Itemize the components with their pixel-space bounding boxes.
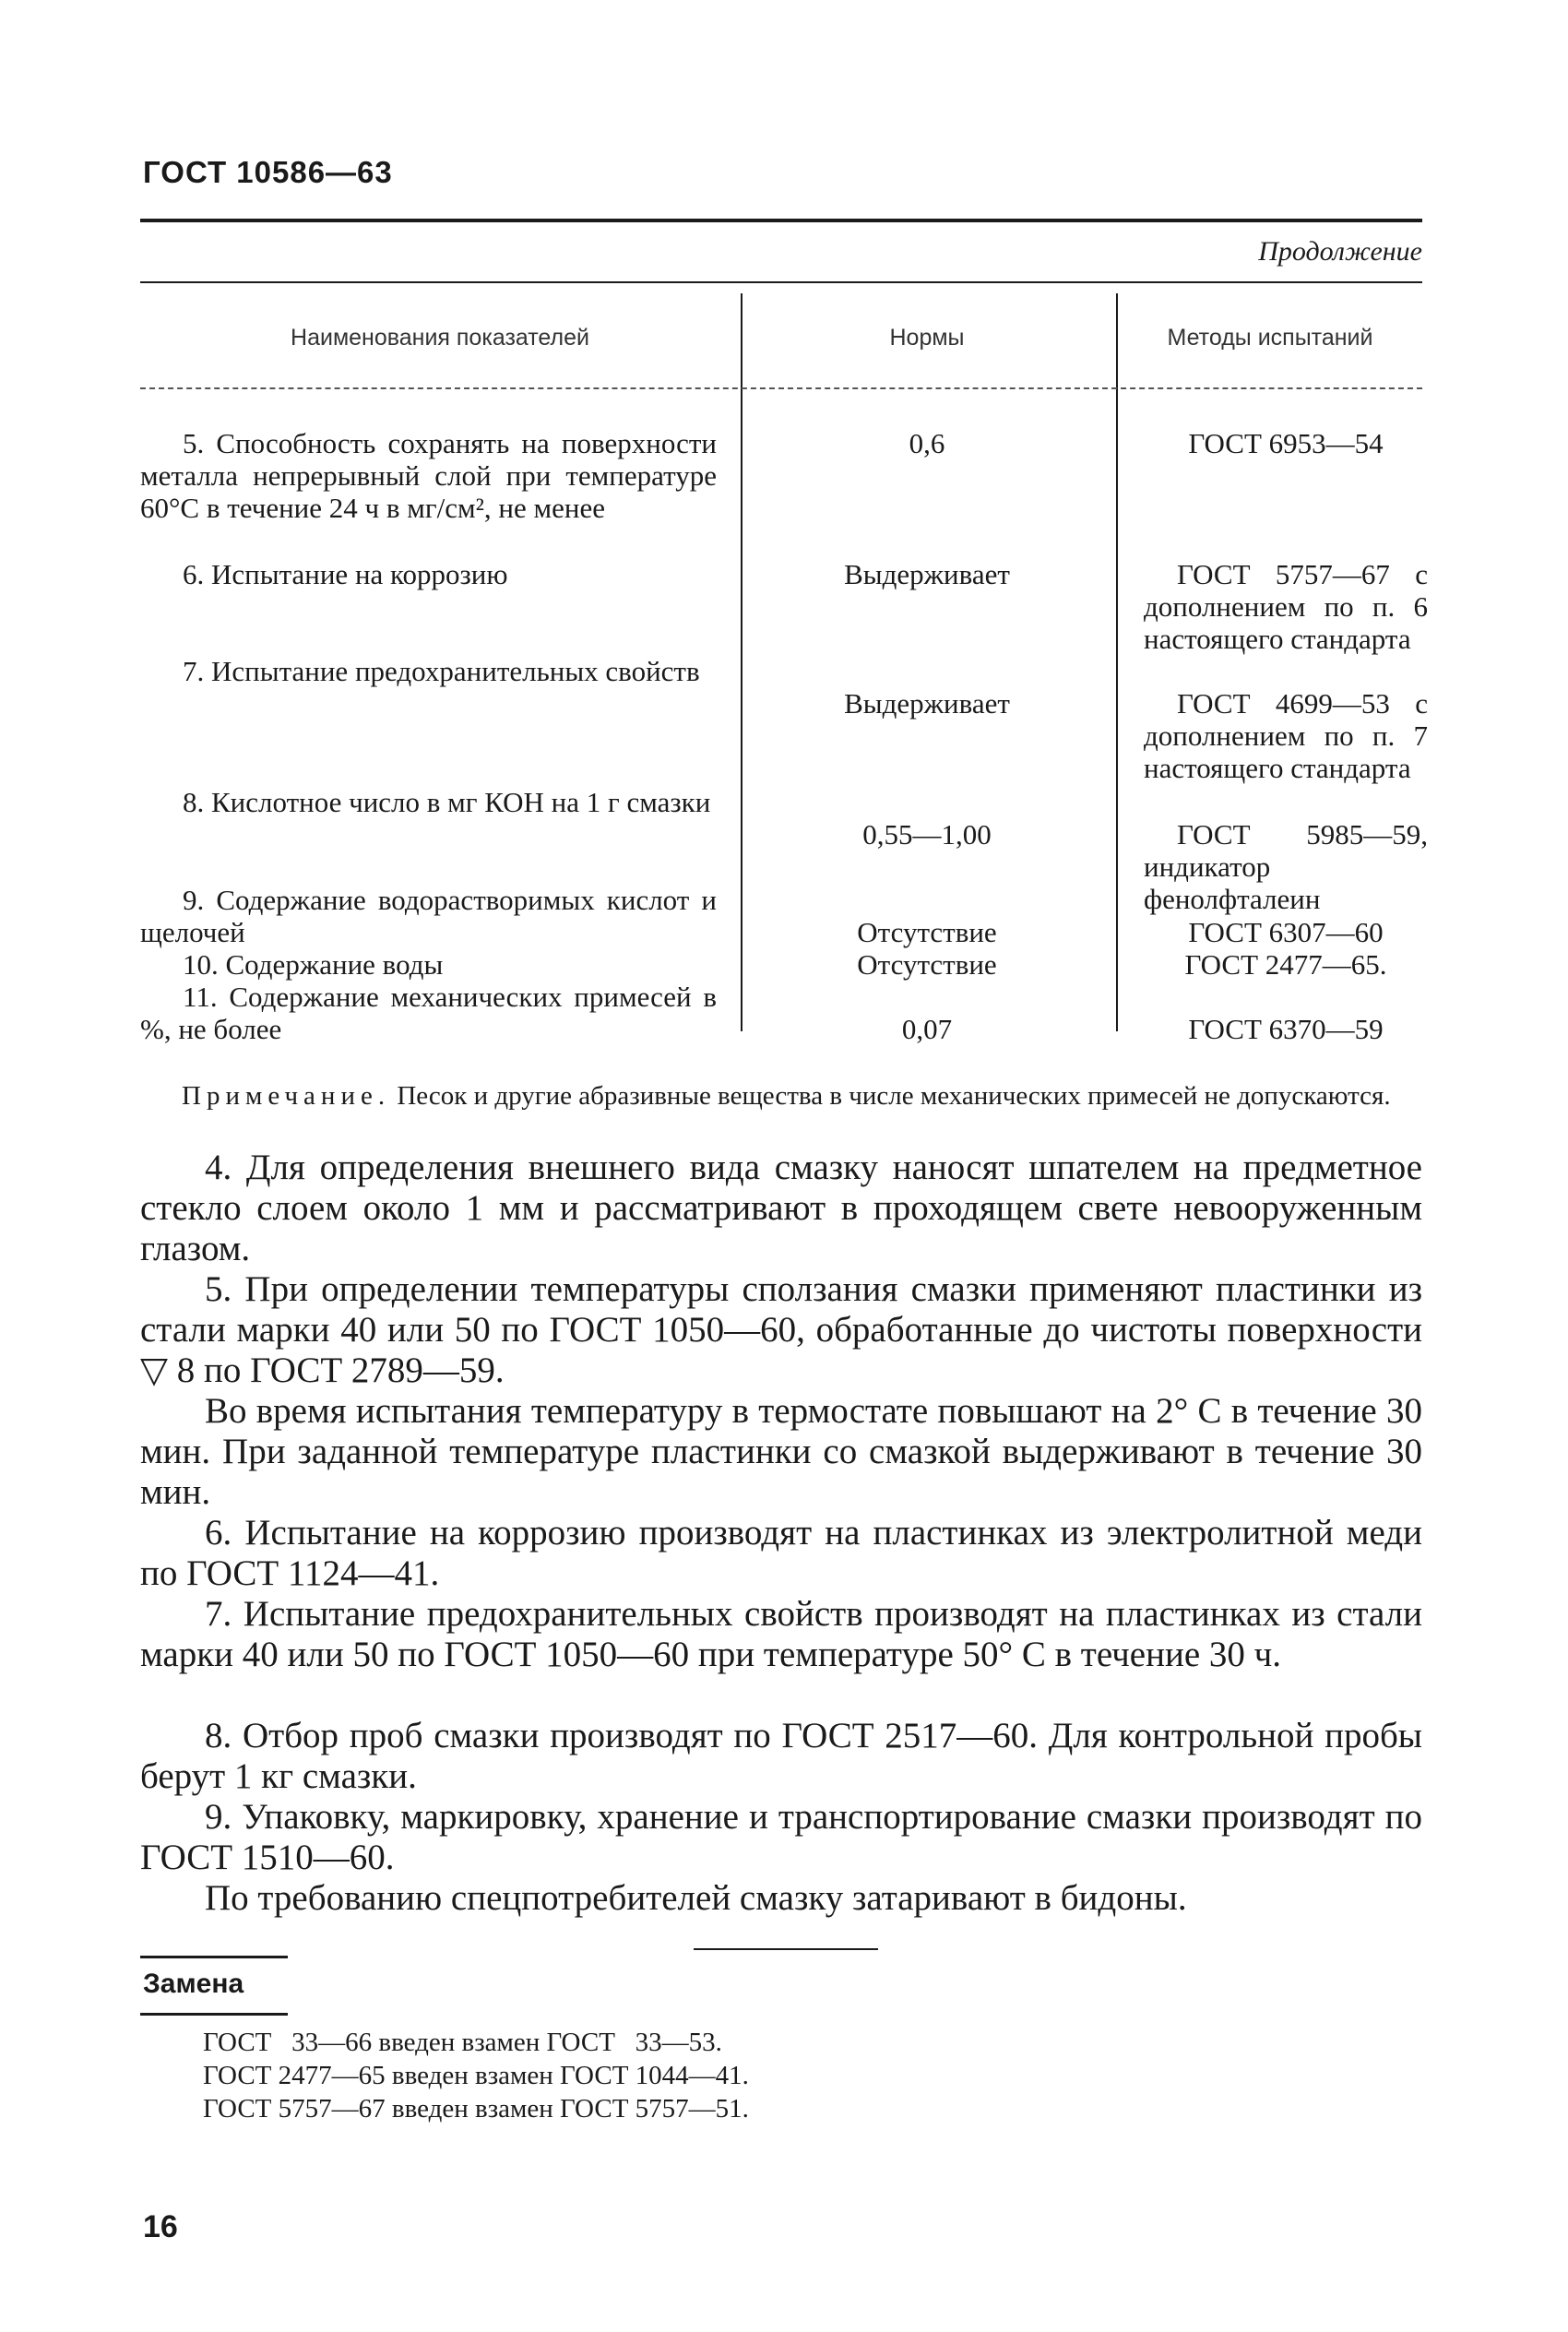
row-6-norm: Выдерживает — [844, 558, 1010, 590]
replacement-line-3: ГОСТ 5757—67 введен взамен ГОСТ 5757—51. — [203, 2094, 749, 2124]
column-divider-1 — [741, 293, 742, 1031]
column-header-methods: Методы испытаний — [1167, 325, 1373, 351]
footnote-rule-center — [694, 1948, 878, 1950]
paragraph-5-continued: Во время испытания температуру в термостате повышают на 2° С в течение 30 мин. При заданной температуре пластинки со смазкой выдерживают в течение 30 мин. — [140, 1391, 1422, 1512]
row-5-name: 5. Способность сохранять на поверхности металла непрерывный слой при температуре 60°C в течение 24 ч в мг/см², не менее — [140, 427, 717, 524]
row-6-method: ГОСТ 5757—67 с дополнением по п. 6 настоящего стандарта — [1144, 558, 1428, 655]
header-rule — [140, 219, 1422, 222]
row-11-norm: 0,07 — [901, 1013, 953, 1045]
row-5-method: ГОСТ 6953—54 — [1188, 427, 1384, 459]
replacement-title: Замена — [143, 1969, 244, 1999]
row-9-name: 9. Содержание водорастворимых кислот и щелочей — [140, 884, 717, 948]
paragraph-4: 4. Для определения внешнего вида смазку наносят шпателем на предметное стекло слоем около 1 мм и рассматривают в проходящем свете невооруженным глазом. — [140, 1148, 1422, 1268]
note-label: Примечание. — [182, 1081, 391, 1111]
row-7-name: 7. Испытание предохранительных свойств — [183, 655, 700, 687]
table-top-rule — [140, 281, 1422, 283]
row-8-method: ГОСТ 5985—59, индикатор фенолфталеин — [1144, 818, 1428, 915]
document-title: ГОСТ 10586—63 — [143, 155, 393, 189]
replacement-line-1: ГОСТ 33—66 введен взамен ГОСТ 33—53. — [203, 2028, 722, 2057]
row-9-method: ГОСТ 6307—60 — [1188, 916, 1384, 948]
paragraph-7: 7. Испытание предохранительных свойств производят на пластинках из стали марки 40 или 50 по ГОСТ 1050—60 при температуре 50° С в течение 30 ч. — [140, 1594, 1422, 1674]
row-6-name: 6. Испытание на коррозию — [183, 558, 508, 590]
page-number: 16 — [143, 2209, 178, 2244]
column-header-norms: Нормы — [889, 325, 965, 351]
row-9-norm: Отсутствие — [857, 916, 997, 948]
row-11-method: ГОСТ 6370—59 — [1188, 1013, 1384, 1045]
row-8-name: 8. Кислотное число в мг КОН на 1 г смазки — [183, 786, 711, 818]
row-7-norm: Выдерживает — [844, 687, 1010, 720]
column-divider-2 — [1116, 293, 1118, 1031]
row-11-name: 11. Содержание механических примесей в %, не более — [140, 981, 717, 1045]
row-8-norm: 0,55—1,00 — [862, 818, 992, 851]
replacement-line-2: ГОСТ 2477—65 введен взамен ГОСТ 1044—41. — [203, 2061, 749, 2090]
row-10-norm: Отсутствие — [857, 948, 997, 981]
column-header-name: Наименования показателей — [291, 325, 589, 351]
row-10-method: ГОСТ 2477—65. — [1184, 948, 1387, 981]
row-10-name: 10. Содержание воды — [183, 948, 444, 981]
replacement-title-rule — [140, 2013, 288, 2016]
note-text: Песок и другие абразивные вещества в числе механических примесей не допускаются. — [397, 1081, 1391, 1111]
row-5-norm: 0,6 — [909, 427, 945, 459]
paragraph-5: 5. При определении температуры сползания смазки применяют пластинки из стали марки 40 или 50 по ГОСТ 1050—60, обработанные до чистоты поверхности ▽ 8 по ГОСТ 2789—59. — [140, 1269, 1422, 1390]
row-7-method: ГОСТ 4699—53 с дополнением по п. 7 настоящего стандарта — [1144, 687, 1428, 784]
continuation-label: Продолжение — [1258, 236, 1422, 267]
paragraph-9: 9. Упаковку, маркировку, хранение и транспортирование смазки производят по ГОСТ 1510—60. — [140, 1797, 1422, 1877]
table-note — [140, 1079, 1422, 1113]
paragraph-6: 6. Испытание на коррозию производят на пластинках из электролитной меди по ГОСТ 1124—41. — [140, 1513, 1422, 1593]
paragraph-8: 8. Отбор проб смазки производят по ГОСТ 2517—60. Для контрольной пробы берут 1 кг смазки. — [140, 1716, 1422, 1796]
table-header-divider — [140, 387, 1422, 389]
footnote-rule-left — [140, 1956, 288, 1958]
paragraph-packaging: По требованию спецпотребителей смазку затаривают в бидоны. — [205, 1878, 1187, 1918]
